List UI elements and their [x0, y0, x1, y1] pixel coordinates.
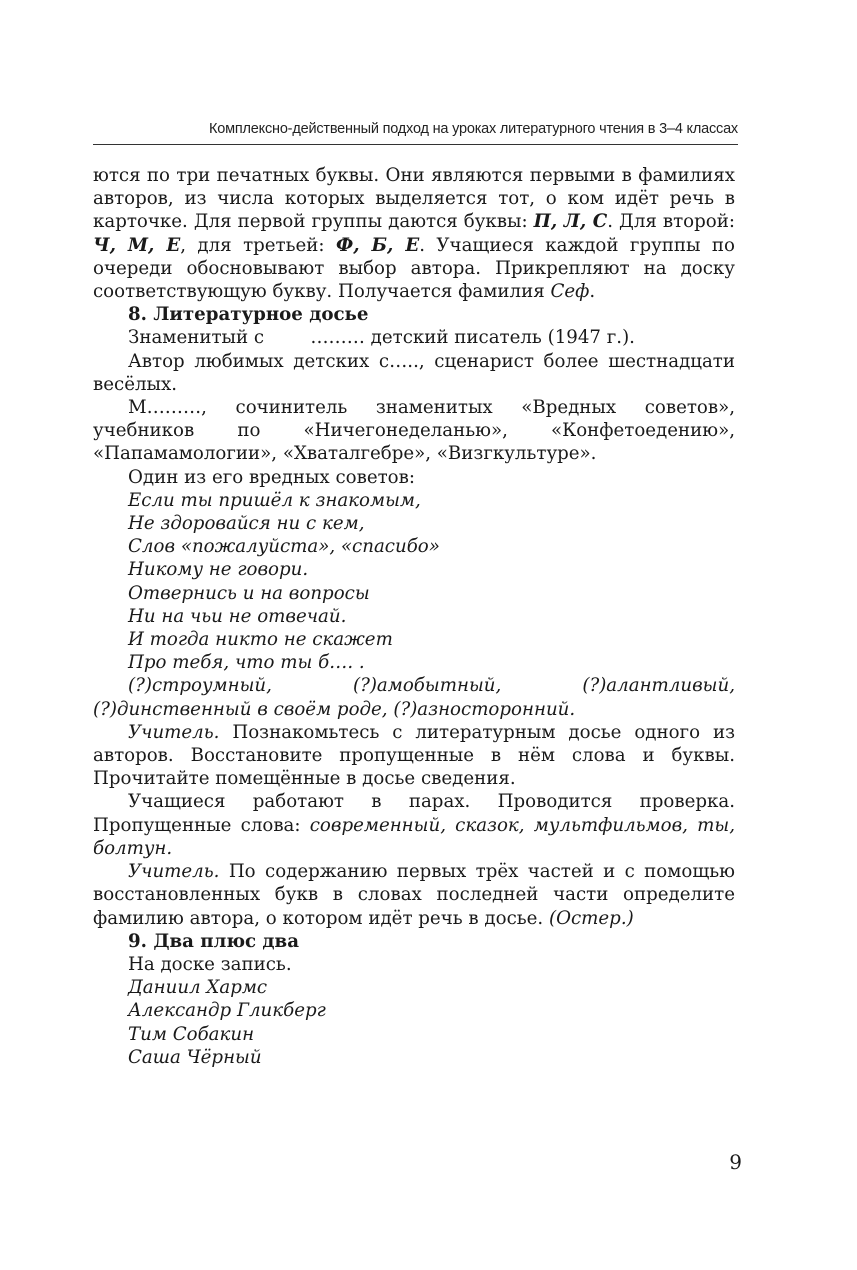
verse-line: Ни на чьи не отвечай.	[128, 605, 347, 627]
dossier-line-4: Один из его вредных советов:	[128, 466, 415, 488]
author-name: Александр Гликберг	[128, 1000, 326, 1022]
students-activity: Учащиеся работают в парах. Проводится проверка. Пропущенные слова: современный, сказок, мультфильмов, ты, болтун.	[93, 791, 735, 859]
verse-line: Отвернись и на вопросы	[128, 582, 370, 604]
page-body	[93, 164, 735, 1069]
teacher-instruction-1: Учитель. Познакомьтесь с литературным досье одного из авторов. Восстановите пропущенные в нём слова и буквы. Прочитайте помещённые в досье сведения.	[93, 721, 735, 790]
verse-line: И тогда никто не скажет	[128, 629, 393, 651]
word-options: (?)строумный, (?)амобытный, (?)алантливый, (?)динственный в своём роде, (?)азносторонний.	[93, 675, 735, 720]
author-name: Саша Чёрный	[128, 1046, 262, 1068]
verse-line: Про тебя, что ты б…. .	[128, 652, 365, 674]
running-header: Комплексно-действенный подход на уроках литературного чтения в 3–4 классах	[209, 121, 738, 137]
author-name: Даниил Хармс	[128, 977, 268, 999]
verse-line: Не здоровайся ни с кем,	[128, 513, 365, 535]
page-number: 9	[729, 1150, 742, 1174]
author-name: Тим Собакин	[128, 1023, 255, 1045]
verse-line: Если ты пришёл к знакомым,	[128, 489, 421, 511]
section-heading-9: 9. Два плюс два	[128, 930, 299, 952]
verse-line: Слов «пожалуйста», «спасибо»	[128, 536, 440, 558]
board-intro: На доске запись.	[128, 953, 292, 975]
dossier-line-2: Автор любимых детских с….., сценарист более шестнадцати весёлых.	[93, 350, 735, 395]
paragraph-card-letters: ются по три печатных буквы. Они являются первыми в фамилиях авторов, из числа которых выделяется тот, о ком идёт речь в карточке. Для первой группы даются буквы: П, Л, С. Для второй: Ч, М, Е, для третьей: Ф, Б, Е. Учащиеся каждой группы по очереди обосновывают выбор автора. Прикрепляют на доску соответствующую букву. Получается фамилия Сеф.	[93, 165, 736, 303]
section-heading-8: 8. Литературное досье	[128, 304, 369, 326]
dossier-line-3: М………, сочинитель знаменитых «Вредных советов», учебников по «Ничегонеделанью», «Конфетоедению», «Папамамологии», «Хваталгебре», «Визгкультуре».	[93, 397, 735, 465]
header-rule	[93, 144, 738, 145]
teacher-instruction-2: Учитель. По содержанию первых трёх частей и с помощью восстановленных букв в словах последней части определите фамилию автора, о котором идёт речь в досье. (Остер.)	[93, 861, 735, 929]
verse-line: Никому не говори.	[128, 559, 309, 581]
dossier-line-1: Знаменитый с ……… детский писатель (1947 г.).	[128, 327, 635, 349]
